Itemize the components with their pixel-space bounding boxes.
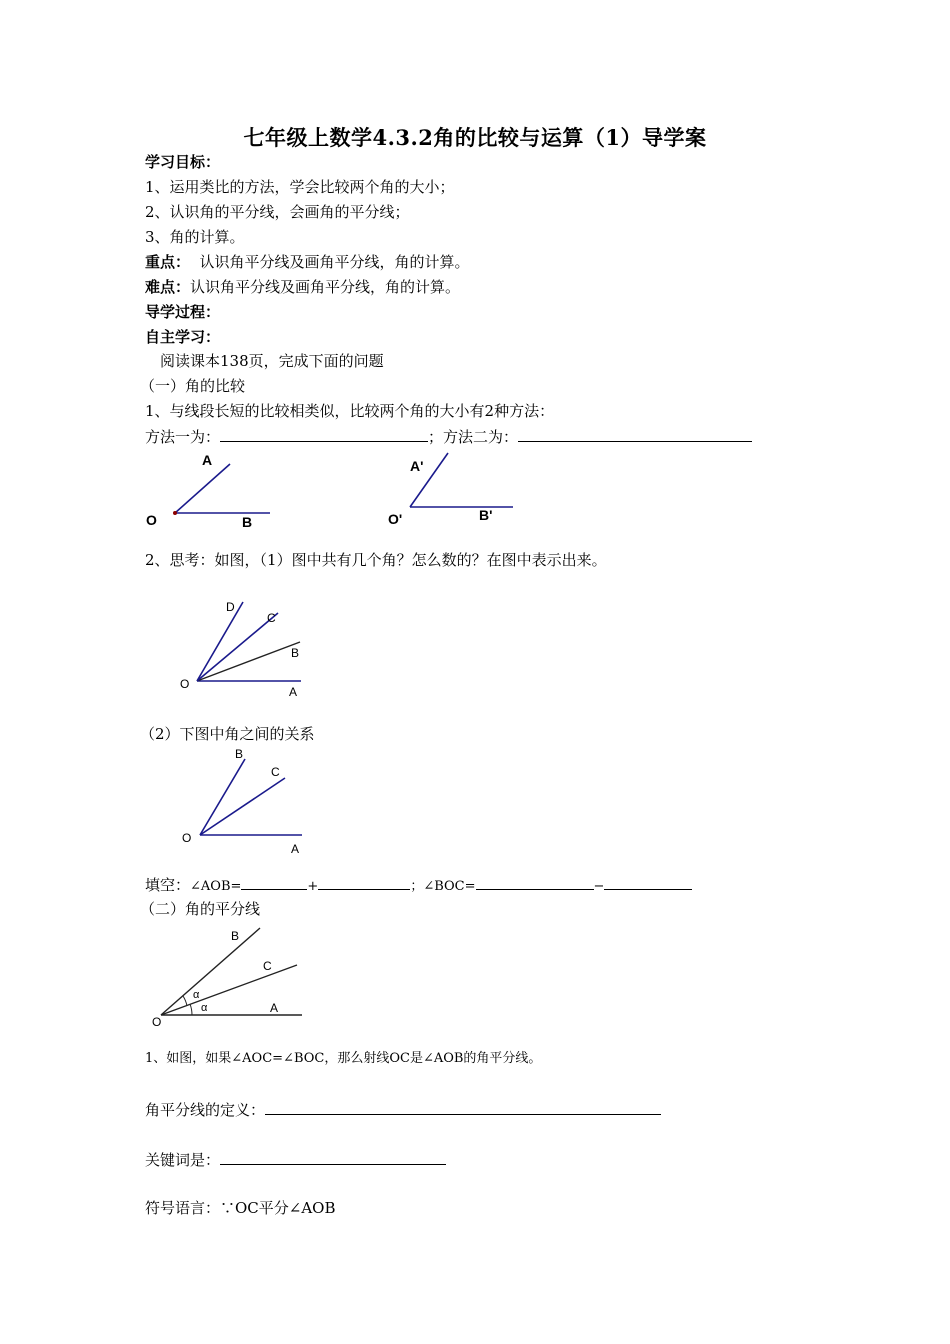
figure-four-rays (175, 595, 315, 700)
difficulty-label: 难点： (145, 278, 191, 296)
page-title: 七年级上数学4.3.2角的比较与运算（1）导学案 (243, 125, 707, 150)
method2-blank[interactable] (518, 426, 752, 442)
reading-instruction: 阅读课本138页，完成下面的问题 (160, 352, 384, 370)
section1-question2b: （2）下图中角之间的关系 (140, 725, 315, 743)
label-o: O (180, 677, 190, 691)
label-a: A (202, 452, 213, 468)
objective-item-1: 1、运用类比的方法，学会比较两个角的大小； (145, 178, 455, 196)
self-study-heading: 自主学习： (145, 328, 221, 346)
label-a: A (270, 1001, 279, 1015)
fill-minus: − (593, 879, 605, 894)
method1-label: 方法一为： (145, 428, 221, 446)
label-b: B (235, 747, 244, 761)
keywords-label: 关键词是： (145, 1151, 221, 1169)
figure-three-rays (175, 745, 315, 855)
ray-od (197, 602, 243, 681)
method1-blank[interactable] (220, 426, 428, 442)
figure-angle-aob (140, 450, 290, 535)
label-o: O (146, 512, 157, 528)
vertex-dot (173, 511, 177, 515)
difficulty-line (145, 277, 460, 297)
fill-boc-label: ∠BOC= (423, 879, 476, 894)
label-a-prime: A' (410, 458, 424, 474)
keywords-line[interactable] (145, 1149, 446, 1170)
arc-boc (183, 996, 187, 1006)
figure-angle-aob-prime (385, 445, 535, 535)
difficulty-text: 认识角平分线及画角平分线，角的计算。 (190, 278, 461, 296)
label-o: O (182, 831, 192, 845)
key-point-line (145, 252, 470, 272)
label-b: B (231, 929, 240, 943)
label-c: C (267, 611, 276, 625)
symbolic-language: 符号语言：∵OC平分∠AOB (145, 1199, 336, 1217)
label-o-prime: O' (388, 511, 403, 527)
ray-ob (197, 642, 300, 681)
aob-blank-2[interactable] (318, 877, 410, 890)
objective-item-2: 2、认识角的平分线，会画角的平分线； (145, 203, 410, 221)
label-b: B (242, 514, 253, 530)
definition-label: 角平分线的定义： (145, 1101, 266, 1119)
boc-blank-2[interactable] (604, 877, 692, 890)
arc-aoc (190, 1004, 192, 1015)
ray-ob (161, 928, 260, 1015)
label-alpha-upper: α (193, 989, 200, 1001)
method2-label: ；方法二为： (428, 428, 519, 446)
fill-in-line[interactable] (145, 875, 692, 897)
process-heading: 导学过程： (145, 303, 221, 321)
fill-separator: ； (410, 879, 424, 894)
label-c: C (271, 765, 280, 779)
definition-blank[interactable] (265, 1099, 661, 1115)
boc-blank-1[interactable] (476, 877, 594, 890)
label-b-prime: B' (479, 507, 493, 523)
key-point-text: 认识角平分线及画角平分线，角的计算。 (190, 253, 470, 271)
fill-label: 填空： (145, 876, 191, 894)
objectives-heading: 学习目标： (145, 153, 221, 171)
section1-question2: 2、思考：如图，（1）图中共有几个角？怎么数的？在图中表示出来。 (145, 551, 607, 569)
section1-heading: （一）角的比较 (140, 377, 246, 395)
section2-question1: 1、如图，如果∠AOC=∠BOC，那么射线OC是∠AOB的角平分线。 (145, 1051, 542, 1066)
label-o: O (152, 1015, 162, 1029)
label-b: B (291, 646, 300, 660)
section2-heading: （二）角的平分线 (140, 900, 261, 918)
label-c: C (263, 959, 272, 973)
key-point-label: 重点： (145, 253, 191, 271)
definition-line[interactable] (145, 1099, 661, 1120)
label-a: A (291, 842, 300, 856)
figure-angle-bisector (145, 920, 310, 1032)
section1-question1: 1、与线段长短的比较相类似，比较两个角的大小有2种方法： (145, 402, 555, 420)
fill-aob-label: ∠AOB= (190, 879, 242, 894)
label-a: A (289, 685, 298, 699)
keywords-blank[interactable] (220, 1149, 446, 1165)
ray-ob (200, 759, 245, 835)
label-alpha-lower: α (201, 1002, 208, 1014)
ray-oa (175, 464, 230, 513)
label-d: D (226, 600, 235, 614)
ray-oc (197, 613, 278, 681)
methods-line[interactable] (145, 426, 752, 447)
ray-oc (200, 778, 285, 835)
fill-plus: + (307, 879, 319, 894)
objective-item-3: 3、角的计算。 (145, 228, 245, 246)
aob-blank-1[interactable] (241, 877, 307, 890)
